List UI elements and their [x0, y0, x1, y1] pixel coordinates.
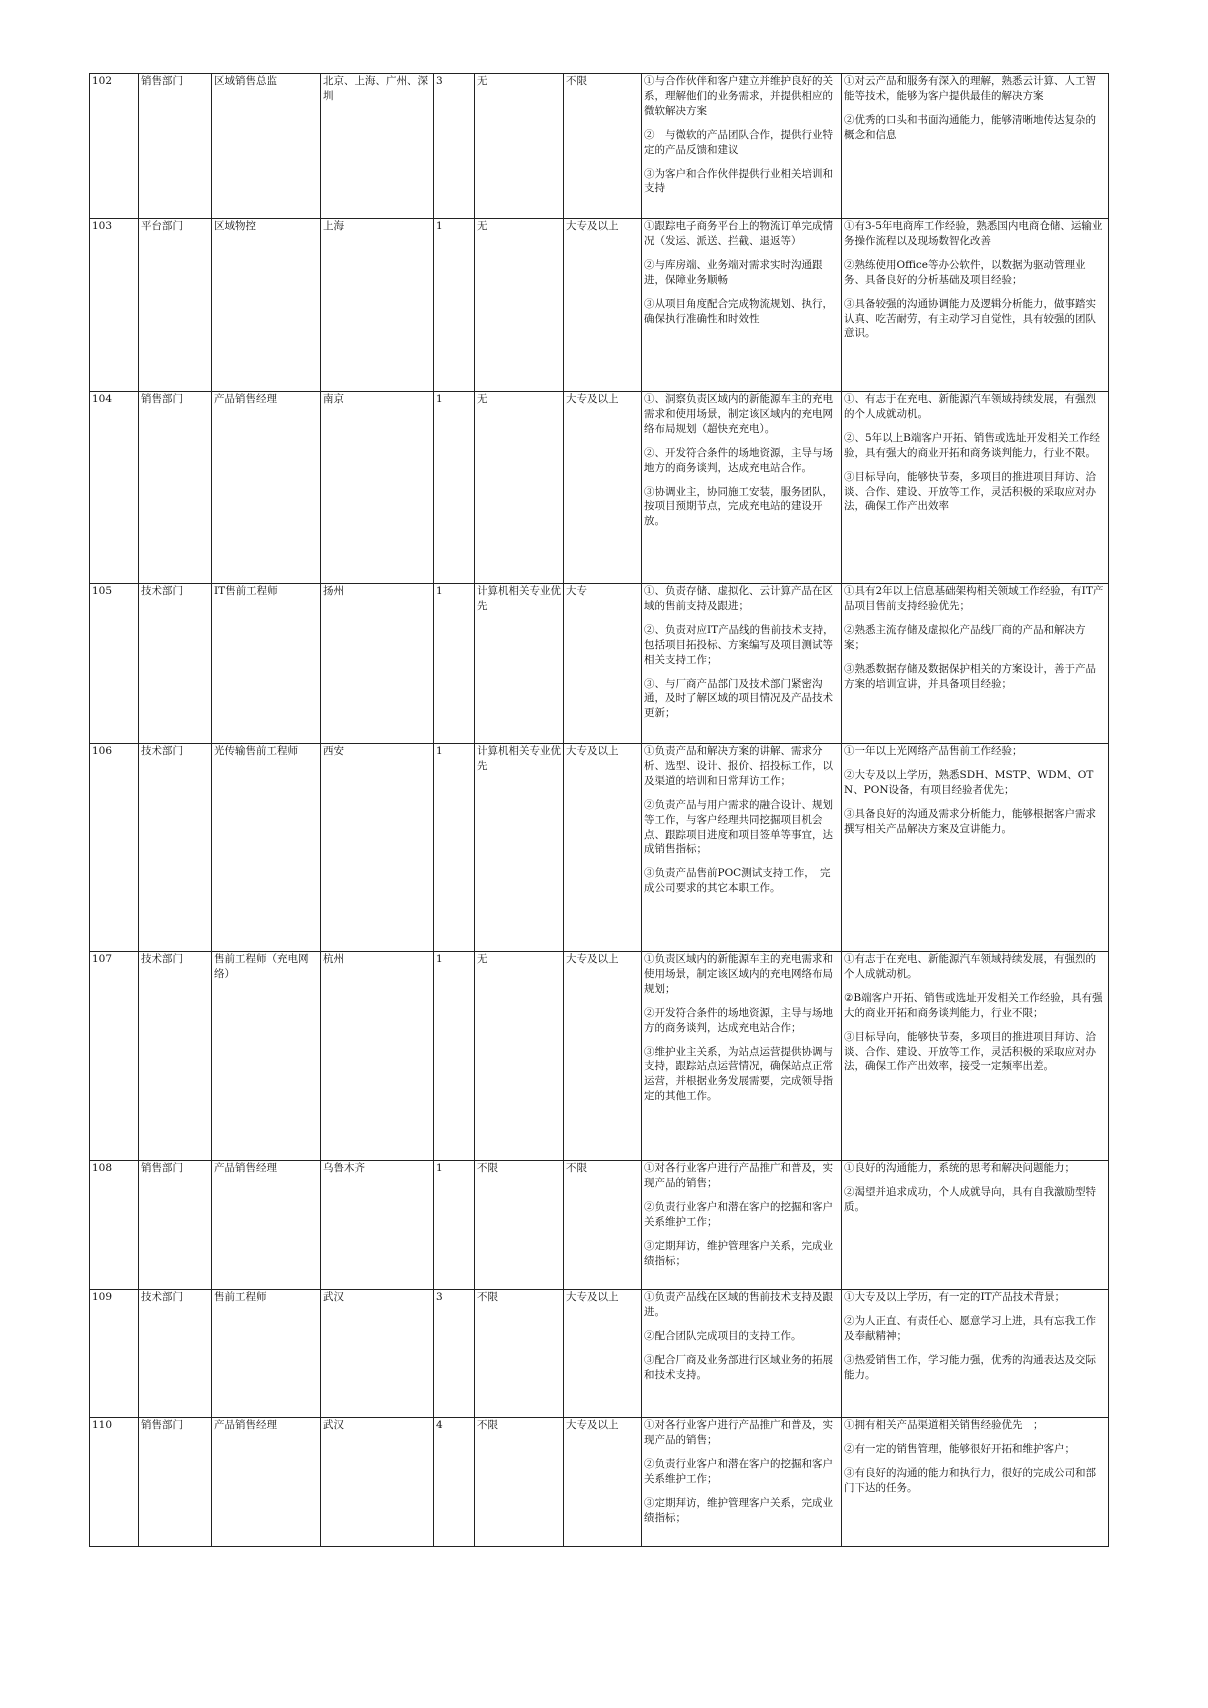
- department-cell: 销售部门: [139, 74, 212, 219]
- job-duties-cell: [642, 952, 842, 1161]
- duty-item: ①与合作伙伴和客户建立并维护良好的关系，理解他们的业务需求，并提供相应的微软解决方案: [644, 75, 833, 117]
- requirement-item: ①拥有相关产品渠道相关销售经验优先 ；: [844, 1419, 1044, 1431]
- headcount-cell: 3: [434, 1290, 475, 1418]
- duty-item: ③配合厂商及业务部进行区域业务的拓展和技术支持。: [644, 1353, 833, 1381]
- duty-item: ①对各行业客户进行产品推广和普及，实现产品的销售；: [644, 1162, 833, 1189]
- duty-item: ②负责行业客户和潜在客户的挖掘和客户关系维护工作；: [644, 1200, 833, 1228]
- duty-item: ③定期拜访，维护管理客户关系，完成业绩指标；: [644, 1239, 833, 1267]
- duty-item: ②与库房端、业务端对需求实时沟通跟进，保障业务顺畅: [644, 258, 823, 286]
- education-requirement-cell: 大专及以上: [564, 744, 642, 952]
- work-location-cell: 西安: [321, 744, 434, 952]
- education-requirement-cell: 大专及以上: [564, 1418, 642, 1547]
- duty-item: ③为客户和合作伙伴提供行业相关培训和支持: [644, 167, 833, 195]
- major-requirement-cell: 不限: [475, 1161, 564, 1290]
- job-duties-cell: [642, 1290, 842, 1418]
- position-title-cell: 光传输售前工程师: [212, 744, 321, 952]
- requirement-item: ②熟练使用Office等办公软件，以数据为驱动管理业务、具备良好的分析基础及项目经验；: [844, 258, 1086, 286]
- requirement-item: ③热爱销售工作，学习能力强，优秀的沟通表达及交际能力。: [844, 1353, 1096, 1381]
- row-number: 104: [90, 392, 139, 584]
- requirement-item: ①一年以上光网络产品售前工作经验；: [844, 745, 1023, 757]
- education-requirement-cell: 大专及以上: [564, 952, 642, 1161]
- duty-item: ② 与微软的产品团队合作，提供行业特定的产品反馈和建议: [644, 128, 833, 156]
- work-location-cell: 乌鲁木齐: [321, 1161, 434, 1290]
- row-number: 108: [90, 1161, 139, 1290]
- requirement-item: ①良好的沟通能力，系统的思考和解决问题能力；: [844, 1162, 1075, 1174]
- table-row: [90, 1161, 1109, 1290]
- duty-item: ②负责行业客户和潜在客户的挖掘和客户关系维护工作；: [644, 1457, 833, 1485]
- position-title-cell: IT售前工程师: [212, 584, 321, 744]
- work-location-cell: 北京、上海、广州、深圳: [321, 74, 434, 219]
- job-requirements-cell: [842, 392, 1109, 584]
- education-requirement-cell: 大专及以上: [564, 1290, 642, 1418]
- work-location-cell: 武汉: [321, 1418, 434, 1547]
- duty-item: ②、负责对应IT产品线的售前技术支持，包括项目拓投标、方案编写及项目测试等相关支持工作；: [644, 623, 834, 666]
- headcount-cell: 1: [434, 952, 475, 1161]
- row-number: 106: [90, 744, 139, 952]
- position-title-cell: 售前工程师（充电网络）: [212, 952, 321, 1161]
- major-requirement-cell: 无: [475, 74, 564, 219]
- job-duties-cell: [642, 744, 842, 952]
- department-cell: 销售部门: [139, 392, 212, 584]
- major-requirement-cell: 不限: [475, 1290, 564, 1418]
- position-title-cell: 产品销售经理: [212, 392, 321, 584]
- duty-item: ①负责产品线在区域的售前技术支持及跟进。: [644, 1291, 833, 1318]
- row-number: 102: [90, 74, 139, 219]
- major-requirement-cell: 不限: [475, 1418, 564, 1547]
- work-location-cell: 杭州: [321, 952, 434, 1161]
- requirement-item: ②大专及以上学历，熟悉SDH、MSTP、WDM、OTN、PON设备，有项目经验者优先；: [844, 768, 1094, 796]
- requirement-item: ②熟悉主流存储及虚拟化产品线厂商的产品和解决方案；: [844, 623, 1086, 651]
- job-duties-cell: [642, 1161, 842, 1290]
- requirement-item: ③有良好的沟通的能力和执行力，很好的完成公司和部门下达的任务。: [844, 1466, 1096, 1494]
- requirement-item: ②为人正直、有责任心、愿意学习上进，具有忘我工作及奉献精神；: [844, 1314, 1096, 1342]
- requirement-item: ②B端客户开拓、销售或选址开发相关工作经验，具有强大的商业开拓和商务谈判能力，行业不限；: [844, 991, 1103, 1019]
- requirement-item: ③熟悉数据存储及数据保护相关的方案设计，善于产品方案的培训宣讲，并具备项目经验；: [844, 662, 1096, 690]
- requirement-item: ③目标导向，能够快节奏，多项目的推进项目拜访、洽谈、合作、建设、开放等工作，灵活积极的采取应对办法，确保工作产出效率: [844, 470, 1096, 513]
- row-number: 107: [90, 952, 139, 1161]
- table-row: [90, 584, 1109, 744]
- table-row: [90, 74, 1109, 219]
- position-title-cell: 售前工程师: [212, 1290, 321, 1418]
- requirement-item: ③具备良好的沟通及需求分析能力，能够根据客户需求撰写相关产品解决方案及宣讲能力。: [844, 807, 1096, 835]
- major-requirement-cell: 无: [475, 219, 564, 392]
- department-cell: 平台部门: [139, 219, 212, 392]
- headcount-cell: 1: [434, 1161, 475, 1290]
- job-table-body: [90, 74, 1109, 1547]
- requirement-item: ③具备较强的沟通协调能力及逻辑分析能力，做事踏实认真、吃苦耐劳，有主动学习自觉性，具有较强的团队意识。: [844, 297, 1096, 340]
- position-title-cell: 区域物控: [212, 219, 321, 392]
- duty-item: ①、负责存储、虚拟化、云计算产品在区域的售前支持及跟进；: [644, 585, 833, 612]
- headcount-cell: 1: [434, 392, 475, 584]
- table-row: [90, 219, 1109, 392]
- requirement-item: ①有志于在充电、新能源汽车领域持续发展，有强烈的个人成就动机。: [844, 953, 1096, 980]
- job-duties-cell: [642, 1418, 842, 1547]
- job-requirements-cell: [842, 584, 1109, 744]
- major-requirement-cell: 计算机相关专业优先: [475, 744, 564, 952]
- department-cell: 技术部门: [139, 1290, 212, 1418]
- table-row: [90, 744, 1109, 952]
- job-table: [89, 73, 1109, 1547]
- major-requirement-cell: 计算机相关专业优先: [475, 584, 564, 744]
- row-number: 109: [90, 1290, 139, 1418]
- headcount-cell: 1: [434, 744, 475, 952]
- work-location-cell: 上海: [321, 219, 434, 392]
- job-requirements-cell: [842, 744, 1109, 952]
- table-row: [90, 1418, 1109, 1547]
- work-location-cell: 南京: [321, 392, 434, 584]
- requirement-item: ②、5年以上B端客户开拓、销售或选址开发相关工作经验，具有强大的商业开拓和商务谈判能力，行业不限。: [844, 431, 1100, 459]
- education-requirement-cell: 不限: [564, 74, 642, 219]
- major-requirement-cell: 无: [475, 952, 564, 1161]
- job-requirements-cell: [842, 952, 1109, 1161]
- requirement-item: ①具有2年以上信息基础架构相关领域工作经验，有IT产品项目售前支持经验优先；: [844, 585, 1104, 612]
- table-row: [90, 952, 1109, 1161]
- duty-item: ①对各行业客户进行产品推广和普及，实现产品的销售；: [644, 1419, 833, 1446]
- department-cell: 销售部门: [139, 1161, 212, 1290]
- education-requirement-cell: 大专: [564, 584, 642, 744]
- job-requirements-cell: [842, 74, 1109, 219]
- row-number: 105: [90, 584, 139, 744]
- duty-item: ③维护业主关系，为站点运营提供协调与支持，跟踪站点运营情况，确保站点正常运营，并根据业务发展需要，完成领导指定的其他工作。: [644, 1045, 833, 1103]
- headcount-cell: 1: [434, 219, 475, 392]
- department-cell: 技术部门: [139, 744, 212, 952]
- job-requirements-cell: [842, 219, 1109, 392]
- duty-item: ③负责产品售前POC测试支持工作， 完成公司要求的其它本职工作。: [644, 867, 831, 895]
- work-location-cell: 扬州: [321, 584, 434, 744]
- position-title-cell: 产品销售经理: [212, 1418, 321, 1547]
- job-duties-cell: [642, 219, 842, 392]
- requirement-item: ①对云产品和服务有深入的理解，熟悉云计算、人工智能等技术，能够为客户提供最佳的解决方案: [844, 75, 1096, 102]
- department-cell: 销售部门: [139, 1418, 212, 1547]
- position-title-cell: 区域销售总监: [212, 74, 321, 219]
- department-cell: 技术部门: [139, 584, 212, 744]
- education-requirement-cell: 不限: [564, 1161, 642, 1290]
- row-number: 110: [90, 1418, 139, 1547]
- department-cell: 技术部门: [139, 952, 212, 1161]
- headcount-cell: 3: [434, 74, 475, 219]
- requirement-item: ②优秀的口头和书面沟通能力，能够清晰地传达复杂的概念和信息: [844, 113, 1096, 141]
- major-requirement-cell: 无: [475, 392, 564, 584]
- job-requirements-cell: [842, 1161, 1109, 1290]
- job-duties-cell: [642, 74, 842, 219]
- duty-item: ②、开发符合条件的场地资源，主导与场地方的商务谈判，达成充电站合作。: [644, 446, 833, 474]
- education-requirement-cell: 大专及以上: [564, 392, 642, 584]
- duty-item: ②开发符合条件的场地资源，主导与场地方的商务谈判，达成充电站合作；: [644, 1006, 833, 1034]
- duty-item: ①、洞察负责区域内的新能源车主的充电需求和使用场景，制定该区域内的充电网络布局规划（超快充充电）。: [644, 393, 833, 435]
- headcount-cell: 4: [434, 1418, 475, 1547]
- table-row: [90, 1290, 1109, 1418]
- duty-item: ②配合团队完成项目的支持工作。: [644, 1329, 802, 1342]
- requirement-item: ③目标导向，能够快节奏，多项目的推进项目拜访、洽谈、合作、建设、开放等工作，灵活积极的采取应对办法，确保工作产出效率，接受一定频率出差。: [844, 1030, 1096, 1073]
- duty-item: ①跟踪电子商务平台上的物流订单完成情况（发运、派送、拦截、退返等）: [644, 220, 833, 247]
- education-requirement-cell: 大专及以上: [564, 219, 642, 392]
- requirement-item: ①大专及以上学历，有一定的IT产品技术背景；: [844, 1291, 1066, 1303]
- duty-item: ①负责产品和解决方案的讲解、需求分析、选型、设计、报价、招投标工作，以及渠道的培训和日常拜访工作；: [644, 745, 833, 787]
- headcount-cell: 1: [434, 584, 475, 744]
- job-requirements-cell: [842, 1418, 1109, 1547]
- row-number: 103: [90, 219, 139, 392]
- duty-item: ③协调业主，协同施工安装，服务团队，按项目预期节点，完成充电站的建设开放。: [644, 485, 833, 528]
- duty-item: ③定期拜访，维护管理客户关系，完成业绩指标；: [644, 1496, 833, 1524]
- position-title-cell: 产品销售经理: [212, 1161, 321, 1290]
- requirement-item: ①有3-5年电商库工作经验，熟悉国内电商仓储、运输业务操作流程以及现场数智化改善: [844, 220, 1103, 247]
- duty-item: ③从项目角度配合完成物流规划、执行，确保执行准确性和时效性: [644, 297, 833, 325]
- requirement-item: ②有一定的销售管理，能够很好开拓和维护客户；: [844, 1442, 1075, 1455]
- duty-item: ①负责区域内的新能源车主的充电需求和使用场景，制定该区域内的充电网络布局规划；: [644, 953, 833, 995]
- job-duties-cell: [642, 392, 842, 584]
- duty-item: ③、与厂商产品部门及技术部门紧密沟通，及时了解区域的项目情况及产品技术更新；: [644, 677, 833, 720]
- requirement-item: ①、有志于在充电、新能源汽车领域持续发展，有强烈的个人成就动机。: [844, 393, 1096, 420]
- duty-item: ②负责产品与用户需求的融合设计、规划等工作，与客户经理共同挖掘项目机会点、跟踪项目进度和项目签单等事宜，达成销售指标；: [644, 798, 833, 856]
- table-row: [90, 392, 1109, 584]
- requirement-item: ②渴望并追求成功，个人成就导向，具有自我激励型特质。: [844, 1185, 1096, 1213]
- work-location-cell: 武汉: [321, 1290, 434, 1418]
- job-requirements-cell: [842, 1290, 1109, 1418]
- job-duties-cell: [642, 584, 842, 744]
